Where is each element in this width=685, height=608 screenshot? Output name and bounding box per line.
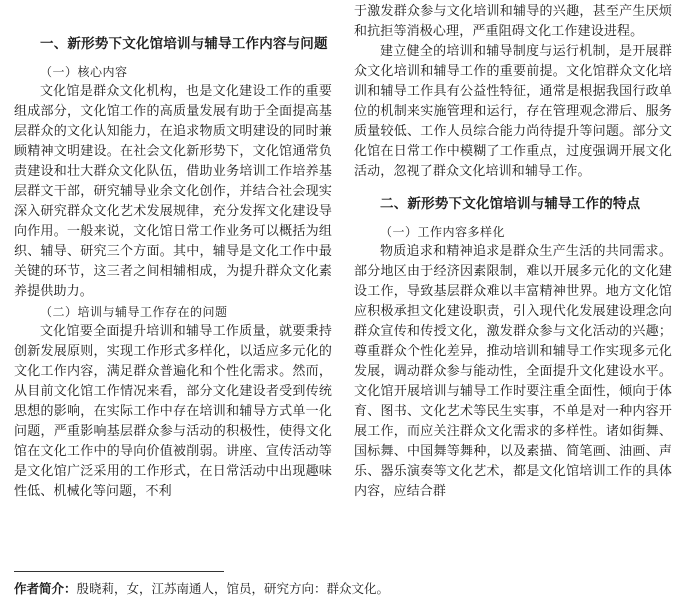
left-column <box>14 0 332 560</box>
paragraph-diversified-content: 物质追求和精神追求是群众生产生活的共同需求。部分地区由于经济因素限制，难以开展多元化的文化建设工作，导致基层群众难以丰富精神世界。地方文化馆应积极承担文化建设职责，引入现代化发展建设理念向群众宣传和传授文化，激发群众参与文化活动的兴趣；尊重群众个性化差异，推动培训和辅导工作实现多元化发展，调动群众参与能动性，全面提升文化建设水平。文化馆开展培训与辅导工作时要注重全面性，倾向于体育、图书、文化艺术等民生实事，不单是对一种内容开展工作，而应关注群众文化需求的多样性。诸如街舞、国标舞、中国舞等舞种，以及素描、简笔画、油画、声乐、器乐演奏等文化艺术，都是文化馆培训工作的具体内容，应结合群 <box>354 244 672 499</box>
subsection-heading-problems: （二）培训与辅导工作存在的问题 <box>40 305 228 319</box>
subsection-heading-diversified-content: （一）工作内容多样化 <box>380 225 506 239</box>
footnote-divider <box>14 571 224 572</box>
article-body <box>14 0 672 560</box>
paragraph-core-content: 文化馆是群众文化机构，也是文化建设工作的重要组成部分，文化馆工作的高质量发展有助于全面提高基层群众的文化认知能力，在追求物质文明建设的同时兼顾精神文明建设。在社会文化新形势下，文化馆通常负责建设和壮大群众文化队伍，借助业务培训工作培养基层群文干部，研究辅导业余文化创作，并结合社会现实深入研究群众文化艺术发展规律，充分发挥文化建设导向作用。一般来说，文化馆日常工作业务可以概括为组织、辅导、研究三个方面。其中，辅导是文化工作中最关键的环节，这三者之间相辅相成，为提升群众文化素养提供助力。 <box>14 84 332 299</box>
section-heading-1: 一、新形势下文化馆培训与辅导工作内容与问题 <box>40 36 328 52</box>
paragraph-mechanism: 建立健全的培训和辅导制度与运行机制，是开展群众文化培训和辅导工作的重要前提。文化馆群众文化培训和辅导工作具有公益性特征，通常是根据我国行政单位的机制来实施管理和运行，存在管理观念滞后、服务质量较低、工作人员综合能力尚待提升等问题。部分文化馆在日常工作中模糊了工作重点，过度强调开展文化活动，忽视了群众文化培训和辅导工作。 <box>354 44 672 179</box>
right-column <box>354 0 672 560</box>
author-label: 作者简介： <box>14 581 77 596</box>
author-footnote <box>14 580 389 598</box>
author-text: 殷晓莉，女，江苏南通人，馆员，研究方向：群众文化。 <box>76 581 390 596</box>
paragraph-problems-continued: 于激发群众参与文化培训和辅导的兴趣，甚至产生厌烦和抗拒等消极心理，严重阻碍文化工作建设进程。 <box>354 4 672 39</box>
section-heading-2: 二、新形势下文化馆培训与辅导工作的特点 <box>380 196 641 212</box>
paragraph-problems: 文化馆要全面提升培训和辅导工作质量，就要秉持创新发展原则，实现工作形式多样化，以适应多元化的文化工作内容，满足群众普遍化和个性化需求。然而，从目前文化馆工作情况来看，部分文化建设者受到传统思想的影响，在实际工作中存在培训和辅导方式单一化问题，严重影响基层群众参与活动的积极性，使得文化馆在文化工作中的导向价值被削弱。讲座、宣传活动等是文化馆广泛采用的工作形式，在日常活动中出现趣味性低、机械化等问题，不利 <box>14 324 332 499</box>
subsection-heading-core-content: （一）核心内容 <box>40 65 128 79</box>
